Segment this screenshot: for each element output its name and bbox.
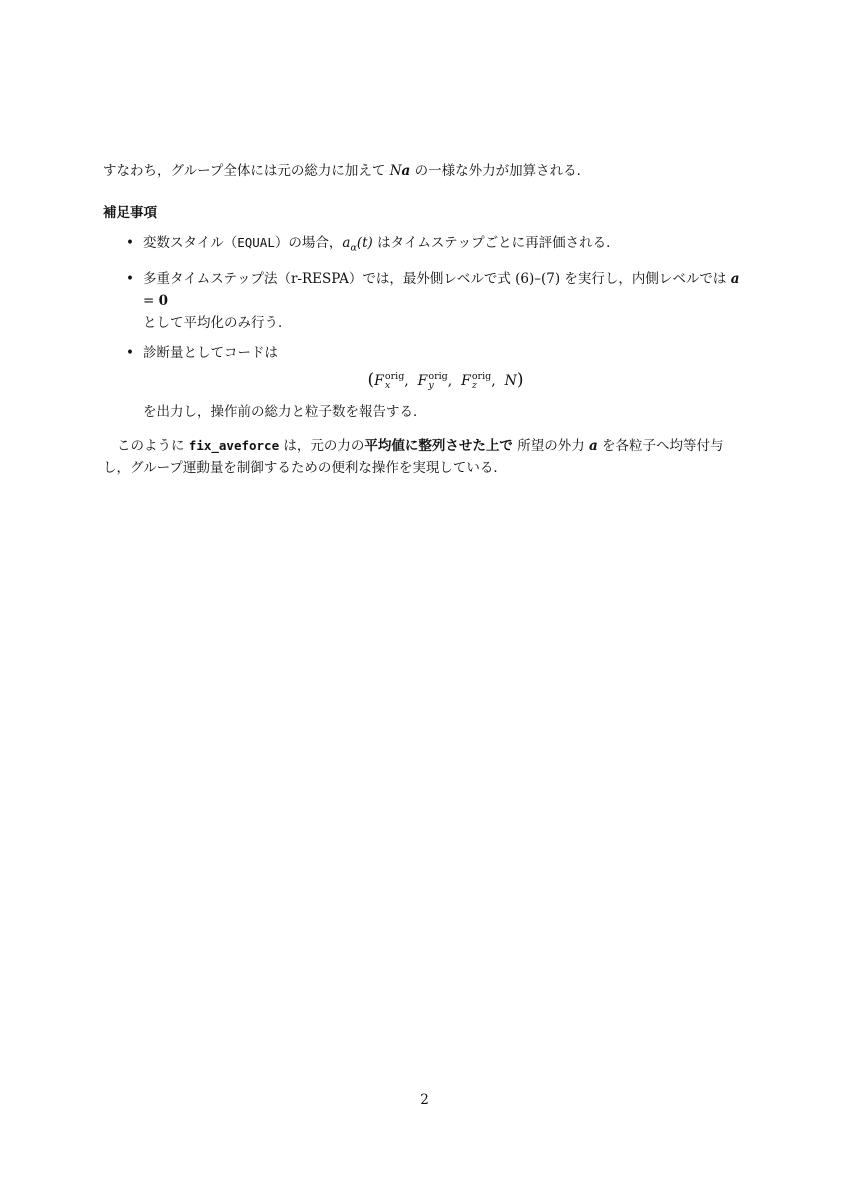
math-supsub xyxy=(385,372,404,390)
math-a: a xyxy=(342,235,351,251)
list-item xyxy=(103,232,748,260)
text-span: はタイムステップごとに再評価される． xyxy=(372,235,620,251)
math-N: N xyxy=(504,372,517,389)
math-equals: = xyxy=(143,292,159,309)
math-paren-open: ( xyxy=(367,369,375,390)
list-item xyxy=(103,268,748,334)
list-item xyxy=(103,342,748,364)
page-number: 2 xyxy=(420,1092,429,1108)
bold-text: 平均値に整列させた上で xyxy=(364,437,513,454)
math-F: F xyxy=(461,372,471,389)
text-span: このように xyxy=(117,437,189,454)
math-superscript: orig xyxy=(384,370,405,382)
math-subscript: y xyxy=(428,379,434,391)
math-a-bold: a xyxy=(730,270,740,287)
text-span: すなわち，グループ全体には元の総力に加えて xyxy=(103,163,390,179)
math-supsub xyxy=(472,372,491,390)
math-subscript: z xyxy=(471,379,477,391)
bullet-dot-icon: • xyxy=(126,270,134,287)
math-N: N xyxy=(389,163,402,179)
math-a-bold: a xyxy=(401,163,411,179)
text-span: 所望の外力 xyxy=(512,437,589,454)
text-span: 変数スタイル（ xyxy=(143,235,238,251)
text-span: 診断量としてコードは xyxy=(143,344,278,361)
text-span: は，元の力の xyxy=(279,437,365,454)
math-supsub xyxy=(428,372,447,390)
text-span: の一様な外力が加算される． xyxy=(410,163,591,179)
math-superscript: orig xyxy=(471,370,492,382)
text-span: として平均化のみ行う． xyxy=(143,314,292,331)
math-subscript: x xyxy=(384,379,391,391)
paragraph-after-math: を出力し，操作前の総力と粒子数を報告する． xyxy=(143,403,427,420)
section-heading: 補足事項 xyxy=(103,205,157,221)
math-subscript: α xyxy=(350,242,357,254)
text-span: を各粒子へ均等付与し，グループ運動量を制御するための便利な操作を実現している． xyxy=(103,437,724,476)
text-span: 多重タイムステップ法（r-RESPA）では，最外側レベルで式 (6)–(7) を実行し，内側レベルでは xyxy=(143,270,731,287)
text-span: ）の場合， xyxy=(274,235,343,251)
math-F: F xyxy=(417,372,428,389)
code-inline: fix_aveforce xyxy=(188,437,280,453)
math-F: F xyxy=(374,372,384,389)
bullet-list xyxy=(103,232,748,364)
code-inline: EQUAL xyxy=(237,235,275,250)
paragraph-conclusion xyxy=(103,435,748,479)
paragraph-intro xyxy=(103,160,748,182)
math-zero-bold: 0 xyxy=(158,292,169,309)
math-paren-close: ) xyxy=(516,369,524,390)
page-body xyxy=(103,160,748,479)
math-arg: (t) xyxy=(356,235,373,251)
display-equation: (F orig x , F orig y , F orig z , N) xyxy=(367,369,524,391)
bullet-dot-icon: • xyxy=(126,344,134,361)
bullet-dot-icon: • xyxy=(126,235,134,251)
math-superscript: orig xyxy=(428,370,448,382)
math-a-bold: a xyxy=(589,437,598,454)
